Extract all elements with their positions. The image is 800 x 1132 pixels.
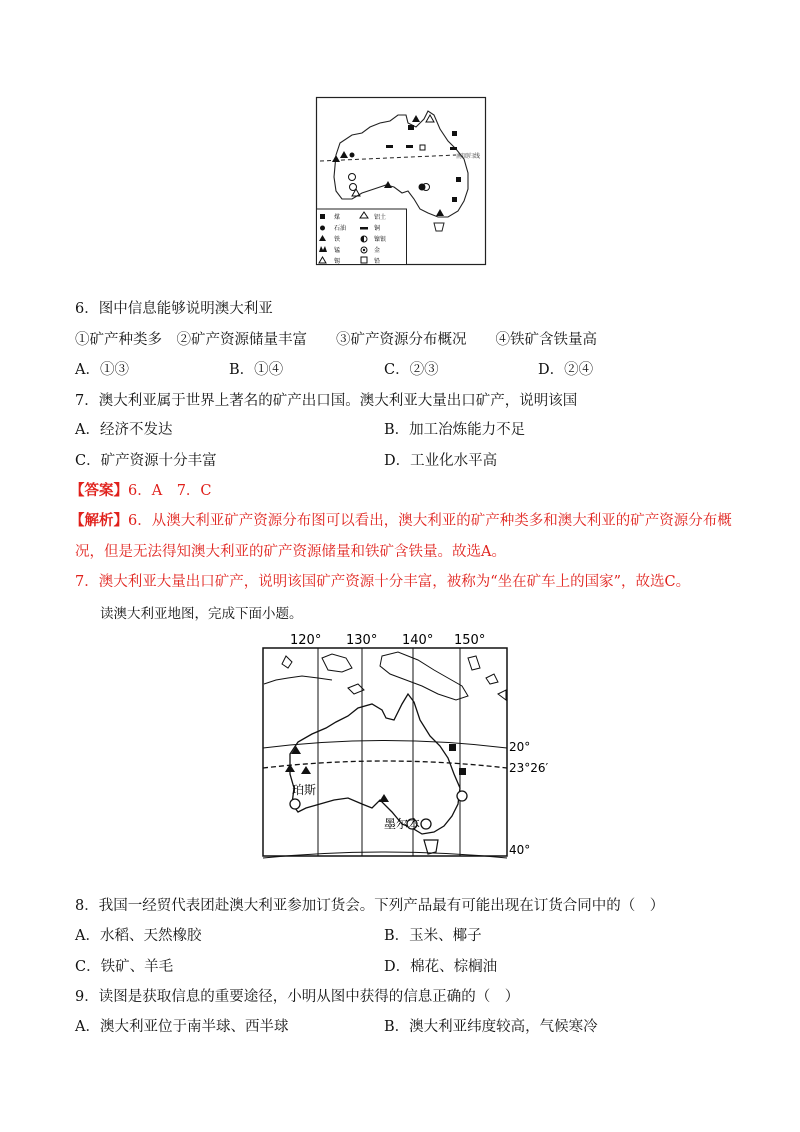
q8-option-a: A．水稻、天然橡胶 <box>75 928 202 944</box>
tropic-label: 南回归线 <box>456 153 481 160</box>
answer-line <box>70 481 212 501</box>
q8-option-c: C．铁矿、羊毛 <box>75 959 174 975</box>
instruction: 读澳大利亚地图，完成下面小题。 <box>100 606 303 622</box>
legend-label-bauxite: 铝土 <box>374 214 387 221</box>
q7-stem: 7．澳大利亚属于世界上著名的矿产出口国。澳大利亚大量出口矿产，说明该国 <box>75 393 578 409</box>
q8-option-b: B．玉米、椰子 <box>384 928 482 944</box>
lat-label-20: 20° <box>509 740 531 754</box>
lon-label-140: 140° <box>402 633 434 648</box>
analysis-line-1 <box>70 511 732 531</box>
q8-stem: 8．我国一经贸代表团赴澳大利亚参加订货会。下列产品最有可能出现在订货合同中的（ ） <box>75 898 665 914</box>
legend-label-manganese: 锰 <box>334 247 341 254</box>
city-melbourne: 墨尔本 <box>384 817 421 831</box>
q8-option-d: D．棉花、棕榈油 <box>384 959 498 975</box>
analysis-bracket: 【解析】 <box>70 512 128 529</box>
legend-label-tin: 锡 <box>334 258 341 265</box>
legend-label-iron: 铁 <box>334 236 341 243</box>
q6-option-b: B．①④ <box>229 362 284 378</box>
legend-label-coal: 煤 <box>334 214 341 221</box>
q6-option-d: D．②④ <box>538 362 594 378</box>
city-perth: 珀斯 <box>292 783 317 797</box>
legend-label-oil: 石油 <box>334 225 347 232</box>
q7-option-a: A．经济不发达 <box>75 422 173 438</box>
analysis-line-3: 7．澳大利亚大量出口矿产，说明该国矿产资源十分丰富，被称为“坐在矿车上的国家”，故选C。 <box>75 574 691 590</box>
q6-stem: 6．图中信息能够说明澳大利亚 <box>75 301 273 317</box>
q6-option-c: C．②③ <box>384 362 439 378</box>
q9-option-b: B．澳大利亚纬度较高，气候寒冷 <box>384 1019 598 1035</box>
q7-option-d: D．工业化水平高 <box>384 453 498 469</box>
analysis-text-1: 6．从澳大利亚矿产资源分布图可以看出，澳大利亚的矿产种类多和澳大利亚的矿产资源分布概 <box>128 513 732 529</box>
lat-label-tropic: 23°26′ <box>509 761 549 775</box>
q6-statements: ①矿产种类多 ②矿产资源储量丰富 ③矿产资源分布概况 ④铁矿含铁量高 <box>75 332 597 348</box>
legend-label-lead: 铅 <box>374 258 381 265</box>
answer-text: 6．A 7．C <box>128 483 212 499</box>
q7-option-c: C．矿产资源十分丰富 <box>75 453 217 469</box>
mineral-map <box>316 97 486 265</box>
lon-label-120: 120° <box>290 633 322 648</box>
q7-option-b: B．加工冶炼能力不足 <box>384 422 526 438</box>
australia-map <box>262 628 549 862</box>
legend-label-nickel: 镍银 <box>374 236 387 243</box>
q6-option-a: A．①③ <box>75 362 129 378</box>
answer-bracket: 【答案】 <box>70 482 128 499</box>
legend-label-copper: 铜 <box>374 225 381 232</box>
q9-stem: 9．读图是获取信息的重要途径，小明从图中获得的信息正确的（ ） <box>75 989 520 1005</box>
lon-label-150: 150° <box>454 633 486 648</box>
analysis-line-2: 况，但是无法得知澳大利亚的矿产资源储量和铁矿含铁量。故选A。 <box>75 544 506 560</box>
lat-label-40: 40° <box>509 843 531 857</box>
q9-option-a: A．澳大利亚位于南半球、西半球 <box>75 1019 289 1035</box>
legend-label-gold: 金 <box>374 247 381 254</box>
lon-label-130: 130° <box>346 633 378 648</box>
